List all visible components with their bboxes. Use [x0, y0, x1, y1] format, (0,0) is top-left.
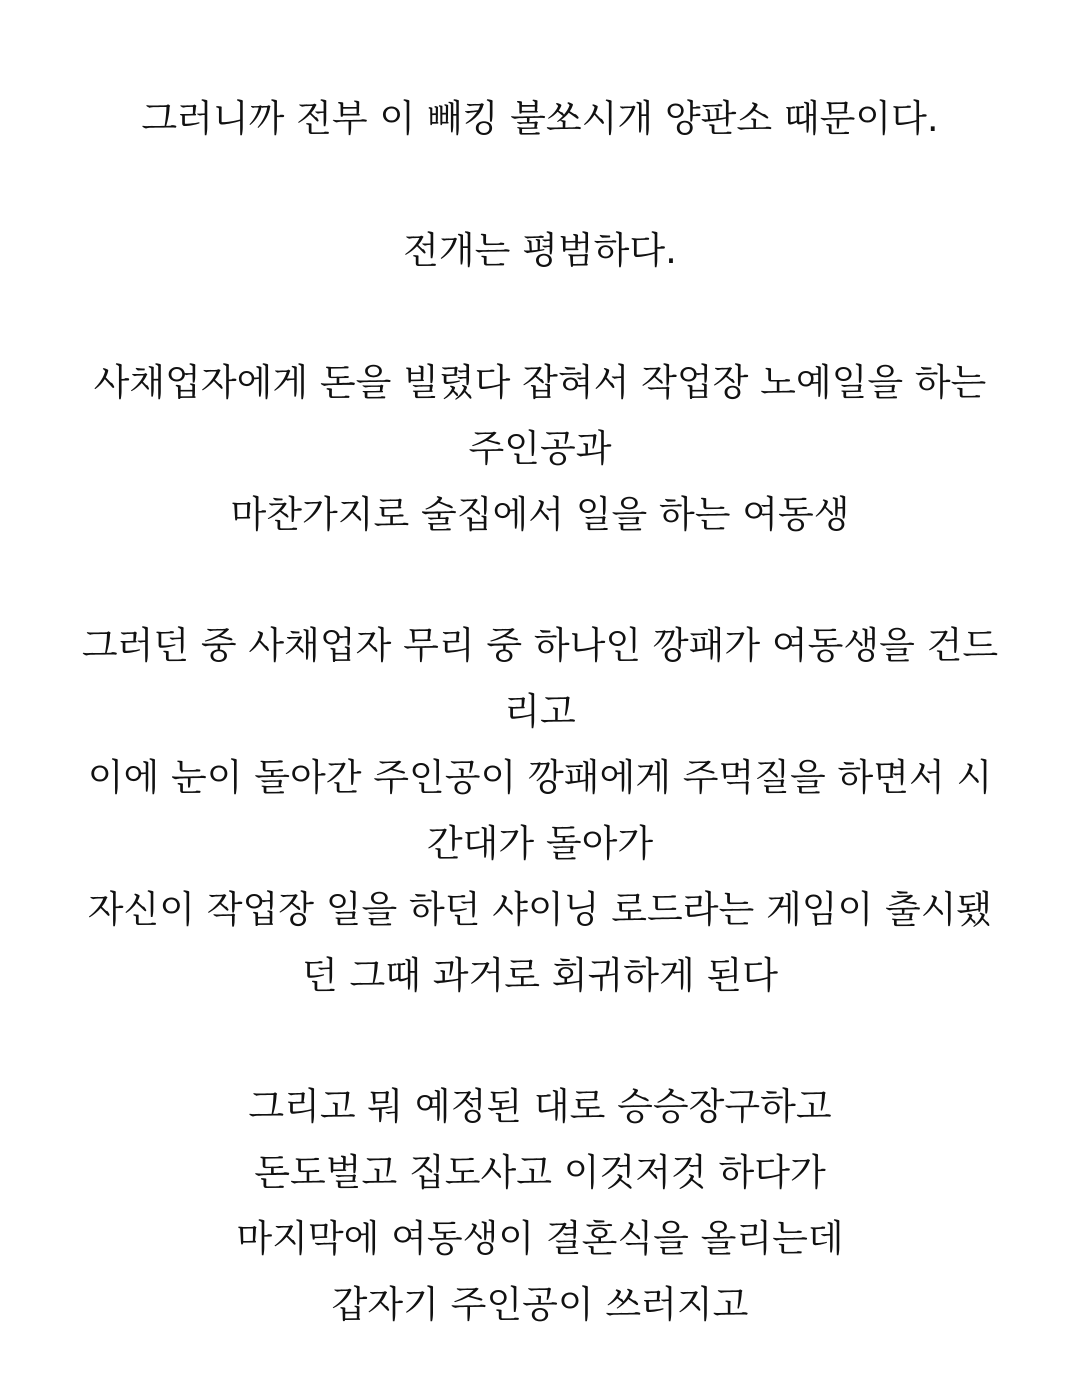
text-line: 자신이 작업장 일을 하던 샤이닝 로드라는 게임이 출시됐 [87, 888, 993, 931]
text-line: 던 그때 과거로 회귀하게 된다 [302, 954, 778, 997]
text-line: 간대가 돌아가 [426, 822, 654, 865]
text-line: 마지막에 여동생이 결혼식을 올리는데 [236, 1217, 844, 1260]
text-line: 갑자기 주인공이 쓰러지고 [331, 1283, 749, 1326]
text-line: 돈도벌고 집도사고 이것저것 하다가 [254, 1151, 826, 1194]
text-line: 그러니까 전부 이 빼킹 불쏘시개 양판소 때문이다. [141, 97, 939, 140]
text-line: 그리고 뭐 예정된 대로 승승장구하고 [248, 1085, 832, 1128]
text-line: 리고 [504, 690, 576, 733]
text-line: 전개는 평범하다. [403, 229, 677, 272]
text-line: 마찬가지로 술집에서 일을 하는 여동생 [230, 493, 850, 536]
text-line: 그러던 중 사채업자 무리 중 하나인 깡패가 여동생을 건드 [81, 624, 999, 667]
text-line: 사채업자에게 돈을 빌렸다 잡혀서 작업장 노예일을 하는 [93, 361, 987, 404]
text-line: 이에 눈이 돌아간 주인공이 깡패에게 주먹질을 하면서 시 [87, 756, 993, 799]
text-line: 주인공과 [468, 427, 612, 470]
